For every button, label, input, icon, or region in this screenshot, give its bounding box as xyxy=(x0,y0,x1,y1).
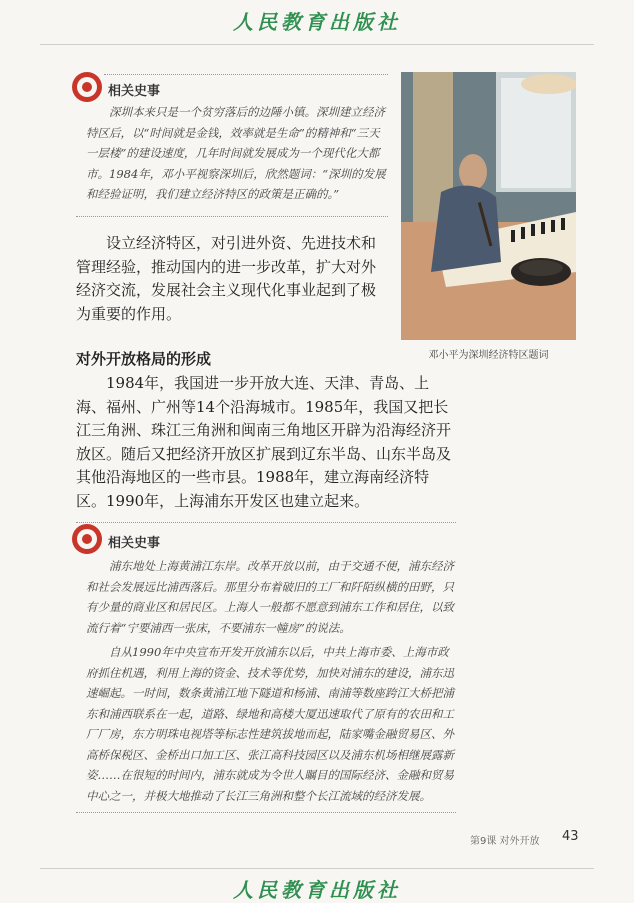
history-badge-icon xyxy=(72,72,102,102)
box2-bottom-divider xyxy=(76,812,456,813)
body-paragraph-1: 设立经济特区，对引进外资、先进技术和管理经验，推动国内的进一步改革，扩大对外经济交流，发展社会主义现代化事业起到了极为重要的作用。 xyxy=(76,234,377,323)
box2-title: 相关史事 xyxy=(108,536,161,551)
box2-paragraph-1: 浦东地处上海黄浦江东岸。改革开放以前，由于交通不便，浦东经济和社会发展远比浦西落后。那里分布着破旧的工厂和阡陌纵横的田野，只有少量的商业区和居民区。上海人一般都不愿意到浦东工作和居住，以致流行着“宁要浦西一张床，不要浦东一幢房”的说法。 xyxy=(86,559,454,635)
page-number: 43 xyxy=(562,829,579,844)
box1-paragraph: 深圳本来只是一个贫穷落后的边陲小镇。深圳建立经济特区后，以“时间就是金钱，效率就是生命”的精神和“三天一层楼”的建设速度，几年时间就发展成为一个现代化大都市。1984年，邓小平视察深圳后，欣然题词：“深圳的发展和经验证明，我们建立经济特区的政策是正确的。” xyxy=(86,105,386,201)
header-divider xyxy=(40,44,594,45)
section-paragraph: 1984年，我国进一步开放大连、天津、青岛、上海、福州、广州等14个沿海城市。1985年，我国又把长江三角洲、珠江三角洲和闽南三角地区开辟为沿海经济开放区。随后又把经济开放区扩展到辽东半岛、山东半岛及其他沿海地区的一些市县。1988年，建立海南经济特区。1990年，上海浦东开发区也建立起来。 xyxy=(76,374,452,510)
box2-top-divider xyxy=(76,522,456,523)
history-badge-icon xyxy=(72,524,102,554)
deng-xiaoping-calligraphy-photo xyxy=(401,72,576,340)
photo-illustration xyxy=(401,72,576,340)
box1-bottom-divider xyxy=(76,216,388,217)
footer-divider xyxy=(40,868,594,869)
publisher-logo-top: 人民教育出版社 xyxy=(233,10,401,34)
publisher-logo-bottom: 人民教育出版社 xyxy=(233,878,401,902)
footer-lesson: 第9课 对外开放 xyxy=(470,836,540,847)
box1-top-divider xyxy=(104,74,388,75)
box1-title: 相关史事 xyxy=(108,84,161,99)
section-heading: 对外开放格局的形成 xyxy=(76,350,212,368)
photo-caption: 邓小平为深圳经济特区题词 xyxy=(428,350,549,361)
box2-paragraph-2: 自从1990年中央宣布开发开放浦东以后，中共上海市委、上海市政府抓住机遇，利用上海的资金、技术等优势，加快对浦东的建设，浦东迅速崛起。一时间，数条黄浦江地下隧道和杨浦、南浦等数座跨江大桥把浦东和浦西联系在一起，道路、绿地和高楼大厦迅速取代了原有的农田和工厂厂房，东方明珠电视塔等标志性建筑拔地而起，陆家嘴金融贸易区、外高桥保税区、金桥出口加工区、张江高科技园区以及浦东机场相继展露新姿……在很短的时间内，浦东就成为令世人瞩目的国际经济、金融和贸易中心之一，并极大地推动了长江三角洲和整个长江流域的经济发展。 xyxy=(86,645,454,803)
